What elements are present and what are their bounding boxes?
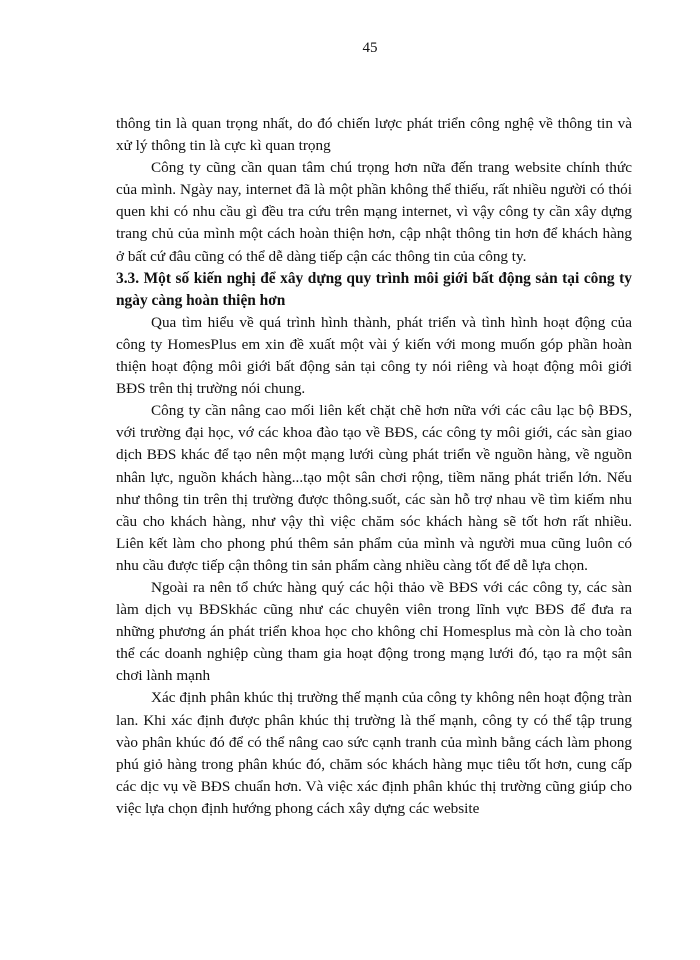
paragraph-network: Công ty cần nâng cao mối liên kết chặt chẽ hơn nữa với các câu lạc bộ BĐS, với trường đại học, vớ các khoa đào tạo về BĐS, các công ty môi giới, các sàn giao dịch BĐS khác để tạo nên một mạng lưới cùng phát triển về nguồn hàng, về nguồn nhân lực, nguồn khách hàng...tạo một sân chơi rộng, tiềm năng phát triển lớn. Nếu như thông tin trên thị trường được thông.suốt, các sàn hỗ trợ nhau về tìm kiếm nhu cầu cho khách hàng, như vậy thì việc chăm sóc khách hàng sẽ tốt hơn rất nhiều. Liên kết làm cho phong phú thêm sản phẩm của mình và người mua cũng luôn có nhu cầu được tiếp cận thông tin sản phẩm càng nhiều càng tốt để dễ lựa chọn. [116, 402, 632, 574]
document-body [116, 113, 632, 820]
page-number: 45 [362, 40, 378, 56]
paragraph-intro: Qua tìm hiểu về quá trình hình thành, phát triển và tình hình hoạt động của công ty HomesPlus em xin đề xuất một vài ý kiến với mong muốn góp phần hoàn thiện hoạt động môi giới bất động sản tại công ty nói riêng và hoạt động môi giới BĐS trên thị trường nói chung. [116, 313, 632, 398]
paragraph-website: Công ty cũng cần quan tâm chú trọng hơn nữa đến trang website chính thức của mình. Ngày nay, internet đã là một phần không thể thiếu, rất nhiều người có thói quen khi có nhu cầu gì đều tra cứu trên mạng internet, vì vậy công ty cần xây dựng trang chủ của mình một cách hoàn thiện hơn, cập nhật thông tin hơn để khách hàng ở bất cứ đâu cũng có thể dễ dàng tiếp cận các thông tin của công ty. [116, 159, 632, 265]
section-heading: 3.3. Một số kiến nghị để xây dựng quy trình môi giới bất động sản tại công ty ngày càng hoàn thiện hơn [116, 269, 632, 309]
paragraph-continued: thông tin là quan trọng nhất, do đó chiến lược phát triển công nghệ về thông tin và xử lý thông tin là cực kì quan trọng [116, 115, 632, 155]
paragraph-seminar: Ngoài ra nên tổ chức hàng quý các hội thảo về BĐS với các công ty, các sàn làm dịch vụ BĐSkhác cũng như các chuyên viên trong lĩnh vực BĐS để đưa ra những phương án phát triển khoa học cho không chỉ Homesplus mà còn là cho toàn thể các doanh nghiệp cùng tham gia hoạt động trong mạng lưới đó, tạo ra một sân chơi lành mạnh [116, 578, 632, 685]
paragraph-segment: Xác định phân khúc thị trường thế mạnh của công ty không nên hoạt động tràn lan. Khi xác định được phân khúc thị trường là thế mạnh, công ty có thể tập trung vào phân khúc đó để có thể nâng cao sức cạnh tranh của mình bằng cách làm phong phú giỏ hàng trong phân khúc đó, chăm sóc khách hàng mục tiêu tốt hơn, cung cấp các dịc vụ về BĐS chuẩn hơn. Và việc xác định phân khúc thị trường cũng giúp cho việc lựa chọn định hướng phong cách xây dựng các website [116, 689, 632, 817]
